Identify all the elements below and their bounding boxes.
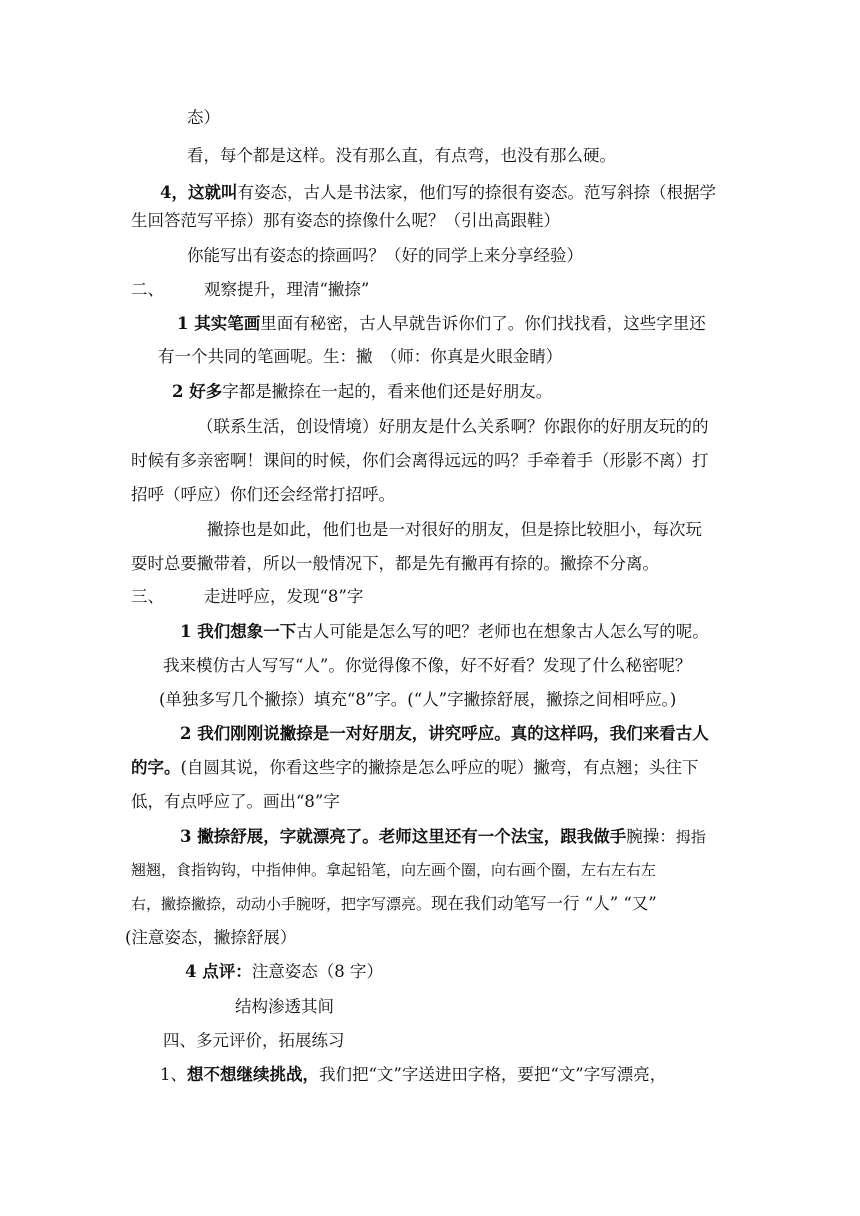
text-line: 右，撇捺撇捺，动动小手腕呀，把字写漂亮。现在我们动笔写一行 “人” “又” (131, 894, 657, 913)
text-line: 低，有点呼应了。画出“8”字 (131, 792, 340, 811)
text-line: (注意姿态，撇捺舒展） (125, 928, 297, 947)
text-line: 的字。(自圆其说，你看这些字的撇捺是怎么呼应的呢）撇弯，有点翘；头往下 (131, 758, 699, 777)
text-line: 4，这就叫有姿态，古人是书法家，他们写的捺很有姿态。范写斜捺（根据学 (160, 183, 716, 202)
text-line: 2 我们刚刚说撇捺是一对好朋友，讲究呼应。真的这样吗，我们来看古人 (180, 724, 709, 743)
text-line: 你能写出有姿态的捺画吗？（好的同学上来分享经验） (187, 246, 583, 265)
text-line: (单独多写几个撇捺）填充“8”字。(“人”字撇捺舒展，撇捺之间相呼应。) (159, 690, 677, 709)
text-line: 1 其实笔画里面有秘密，古人早就告诉你们了。你们找找看，这些字里还 (177, 314, 706, 333)
text-line: 有一个共同的笔画呢。生：撇 （师：你真是火眼金睛） (158, 347, 563, 366)
text-line: 3 撇捺舒展，字就漂亮了。老师这里还有一个法宝，跟我做手腕操：拇指 (180, 827, 706, 846)
text-line: 翘翘，食指钩钩，中指伸伸。拿起铅笔，向左画个圈，向右画个圈，左右左右左 (131, 861, 657, 879)
text-line: 生回答范写平捺）那有姿态的捺像什么呢？（引出高跟鞋） (131, 211, 560, 230)
text-line: 耍时总要撇带着，所以一般情况下，都是先有撇再有捺的。撇捺不分离。 (131, 554, 659, 573)
text-line: 态） (187, 108, 220, 127)
section-heading-4: 四、多元评价，拓展练习 (163, 1031, 345, 1050)
text-line: 2 好多字都是撇捺在一起的，看来他们还是好朋友。 (172, 382, 553, 401)
text-line: 看，每个都是这样。没有那么直，有点弯，也没有那么硬。 (187, 146, 616, 165)
text-line: 我来模仿古人写写“人”。你觉得像不像，好不好看？发现了什么秘密呢？ (163, 656, 692, 675)
section-heading-2: 二、 观察提升，理清“撇捺” (131, 280, 370, 299)
text-line: 4 点评：注意姿态（8 字） (185, 962, 383, 981)
text-line: 1、想不想继续挑战，我们把“文”字送进田字格，要把“文”字写漂亮， (160, 1065, 667, 1084)
text-line: 结构渗透其间 (235, 997, 334, 1016)
section-heading-3: 三、 走进呼应，发现“8”字 (131, 587, 364, 606)
text-line: 撇捺也是如此，他们也是一对很好的朋友，但是捺比较胆小，每次玩 (207, 520, 702, 539)
text-line: 时候有多亲密啊！课间的时候，你们会离得远远的吗？手牵着手（形影不离）打 (131, 451, 709, 470)
text-line: （联系生活，创设情境）好朋友是什么关系啊？你跟你的好朋友玩的的 (197, 417, 709, 436)
text-line: 1 我们想象一下古人可能是怎么写的吧？老师也在想象古人怎么写的呢。 (180, 622, 709, 641)
text-line: 招呼（呼应）你们还会经常打招呼。 (131, 485, 395, 504)
